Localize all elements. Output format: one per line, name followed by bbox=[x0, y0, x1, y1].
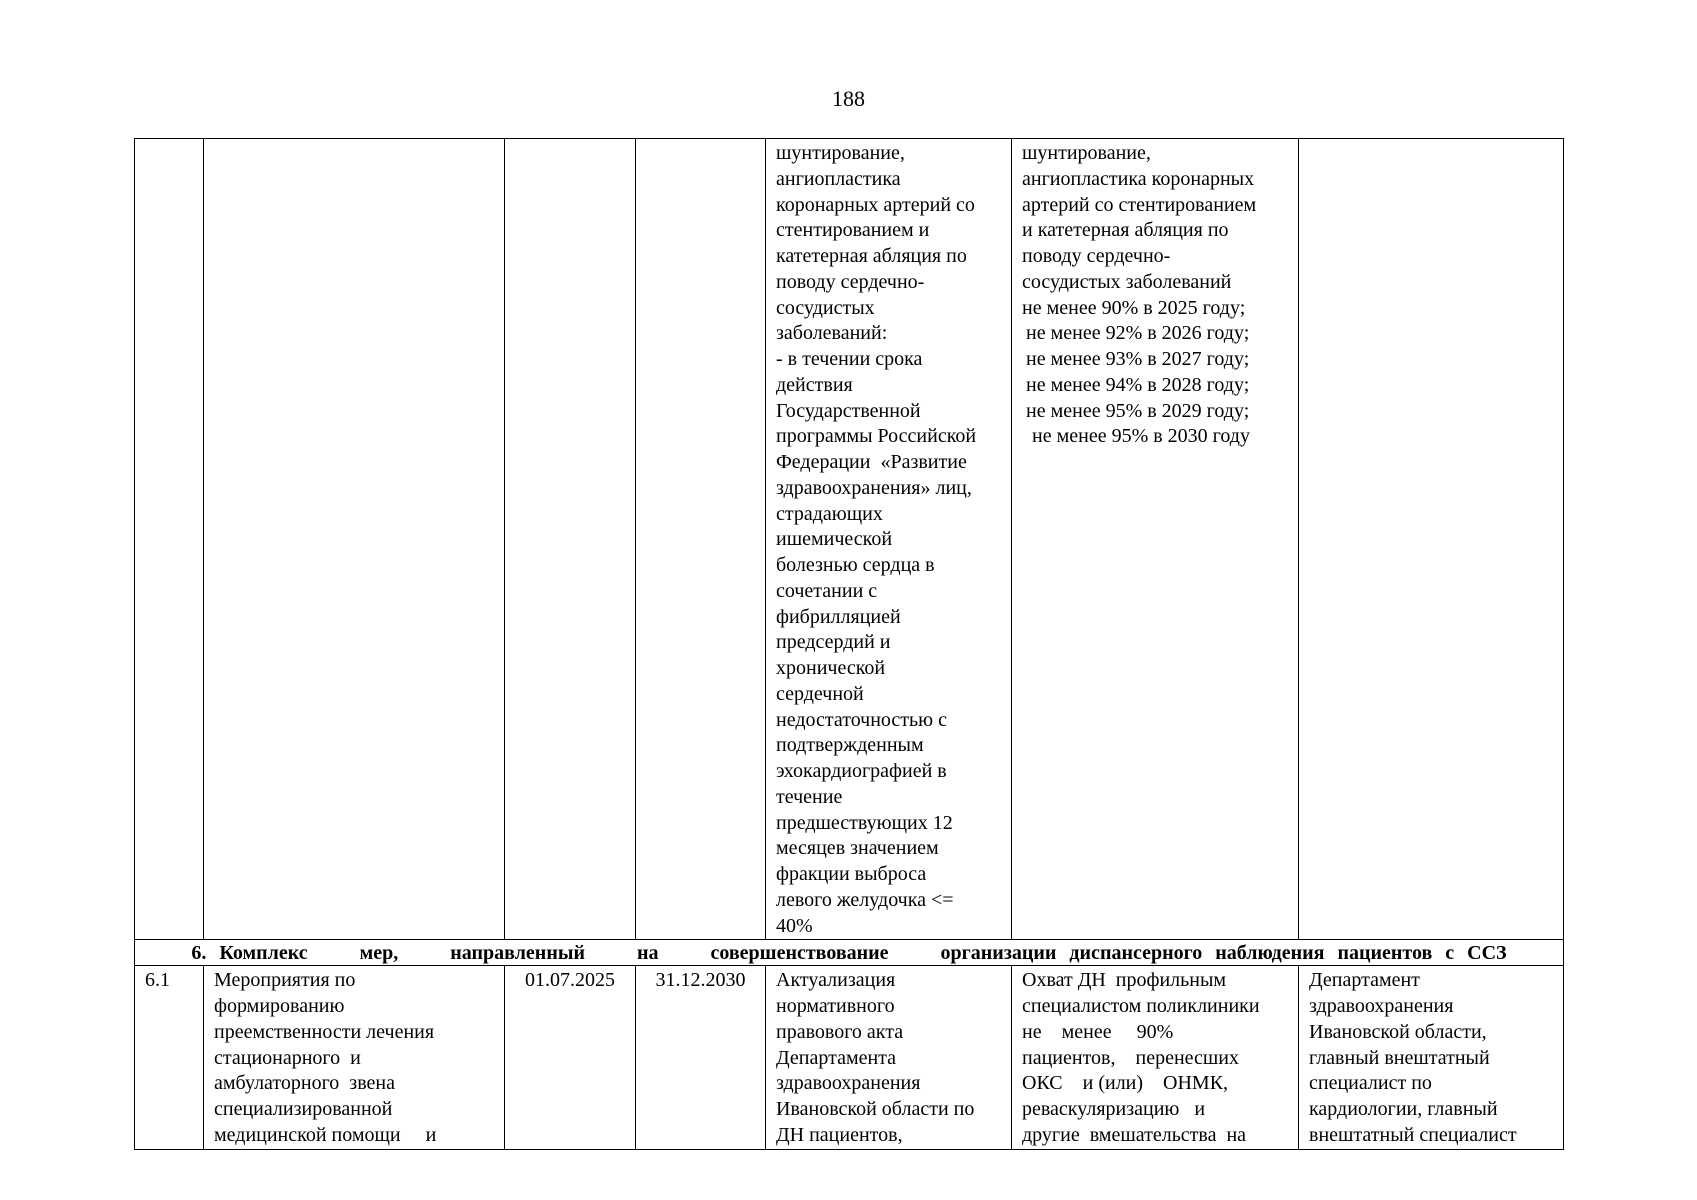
text-line: ДН пациентов, bbox=[776, 1123, 903, 1146]
cell-measure-empty bbox=[204, 139, 505, 940]
start-date: 01.07.2025 bbox=[525, 969, 615, 992]
text-line: реваскуляризацию и bbox=[1022, 1098, 1206, 1120]
cell-measure bbox=[204, 966, 505, 1149]
text-line: поводу сердечно- bbox=[1022, 245, 1171, 267]
indicator-text bbox=[1022, 141, 1288, 450]
text-line: коронарных артерий со bbox=[776, 193, 975, 216]
text-line: шунтирование, bbox=[1022, 142, 1151, 164]
text-line: Департамент bbox=[1309, 969, 1420, 992]
text-line: предсердий и bbox=[776, 631, 891, 654]
text-line: фракции выброса bbox=[776, 863, 927, 885]
text-line: Государственной bbox=[776, 399, 921, 422]
responsible-text bbox=[1309, 968, 1553, 1148]
text-line: Департамента bbox=[776, 1046, 897, 1069]
text-line: - в течении срока bbox=[776, 348, 923, 370]
text-line: ангиопластика bbox=[776, 167, 901, 190]
section-title bbox=[135, 940, 1564, 966]
table-row-continued bbox=[135, 139, 1564, 940]
text-line: не менее 93% в 2027 году; bbox=[1026, 348, 1250, 370]
text-line: страдающих bbox=[776, 502, 883, 525]
result-text bbox=[776, 968, 1001, 1148]
cell-indicator-continued bbox=[1012, 139, 1299, 940]
cell-end-empty bbox=[636, 139, 766, 940]
text-line: кардиологии, главный bbox=[1309, 1098, 1498, 1120]
text-line: болезнью сердца в bbox=[776, 554, 935, 576]
text-line: левого желудочка <= bbox=[776, 888, 954, 911]
text-line: хронической bbox=[776, 657, 886, 679]
text-line: специалистом поликлиники bbox=[1022, 995, 1260, 1017]
text-line: сосудистых заболеваний bbox=[1022, 270, 1232, 293]
cell-number-empty bbox=[135, 139, 204, 940]
text-line: фибрилляцией bbox=[776, 605, 901, 628]
text-line: предшествующих 12 bbox=[776, 811, 953, 834]
page-number: 188 bbox=[832, 86, 865, 111]
text-line: амбулаторного звена bbox=[214, 1072, 395, 1095]
text-line: здравоохранения bbox=[776, 1072, 921, 1095]
text-line: недостаточностью с bbox=[776, 708, 947, 731]
text-line: не менее 90% в 2025 году; bbox=[1022, 296, 1246, 319]
cell-responsible-empty bbox=[1299, 139, 1564, 940]
text-line: заболеваний: bbox=[776, 322, 888, 345]
text-line: нормативного bbox=[776, 995, 895, 1017]
text-line: Охват ДН профильным bbox=[1022, 969, 1227, 992]
table-row-6-1 bbox=[135, 966, 1564, 1149]
text-line: Ивановской области по bbox=[776, 1098, 975, 1120]
text-line: медицинской помощи и bbox=[214, 1123, 437, 1146]
text-line: эхокардиографией в bbox=[776, 760, 947, 782]
cell-result bbox=[766, 966, 1012, 1149]
text-line: месяцев значением bbox=[776, 837, 939, 860]
cell-start-empty bbox=[505, 139, 636, 940]
text-line: Ивановской области, bbox=[1309, 1020, 1487, 1043]
measures-table bbox=[134, 138, 1564, 1150]
cell-indicator bbox=[1012, 966, 1299, 1149]
text-line: стентированием и bbox=[776, 219, 930, 242]
text-line: главный внештатный bbox=[1309, 1046, 1490, 1069]
text-line: внештатный специалист bbox=[1309, 1123, 1517, 1146]
text-line: формированию bbox=[214, 995, 345, 1017]
text-line: ишемической bbox=[776, 528, 893, 551]
text-line: Мероприятия по bbox=[214, 969, 356, 992]
indicator-text bbox=[1022, 968, 1288, 1148]
text-line: Актуализация bbox=[776, 969, 896, 992]
text-line: 40% bbox=[776, 914, 813, 937]
text-line: сердечной bbox=[776, 682, 864, 705]
text-line: Федерации «Развитие bbox=[776, 451, 967, 473]
cell-result-continued bbox=[766, 139, 1012, 940]
text-line: поводу сердечно- bbox=[776, 270, 925, 293]
text-line: не менее 95% в 2029 году; bbox=[1026, 399, 1250, 422]
text-line: пациентов, перенесших bbox=[1022, 1046, 1240, 1069]
text-line: не менее 94% в 2028 году; bbox=[1026, 373, 1250, 396]
text-line: стационарного и bbox=[214, 1046, 361, 1069]
text-line: преемственности лечения bbox=[214, 1020, 435, 1043]
text-line: ангиопластика коронарных bbox=[1022, 167, 1255, 190]
section-title-text: 6. Комплекс мер, направленный на совершенствование организации диспансерного наблюдения пациентов с ССЗ bbox=[191, 941, 1507, 964]
text-line: ОКС и (или) ОНМК, bbox=[1022, 1072, 1229, 1095]
text-line: другие вмешательства на bbox=[1022, 1123, 1247, 1146]
text-line: шунтирование, bbox=[776, 142, 905, 164]
text-line: не менее 95% в 2030 году bbox=[1032, 425, 1250, 448]
text-line: и катетерная абляция по bbox=[1022, 219, 1229, 242]
cell-responsible bbox=[1299, 966, 1564, 1149]
section-header-row bbox=[135, 940, 1564, 966]
text-line: сосудистых bbox=[776, 296, 875, 319]
text-line: программы Российской bbox=[776, 425, 977, 448]
text-line: катетерная абляция по bbox=[776, 245, 967, 267]
text-line: артерий со стентированием bbox=[1022, 193, 1257, 216]
text-line: подтвержденным bbox=[776, 734, 924, 757]
text-line: течение bbox=[776, 785, 843, 808]
text-line: не менее 92% в 2026 году; bbox=[1026, 322, 1250, 345]
cell-start-date bbox=[505, 966, 636, 1149]
cell-number bbox=[135, 966, 204, 1149]
text-line: правового акта bbox=[776, 1020, 904, 1043]
text-line: здравоохранения bbox=[1309, 995, 1454, 1017]
cell-end-date bbox=[636, 966, 766, 1149]
text-line: здравоохранения» лиц, bbox=[776, 476, 972, 499]
result-text bbox=[776, 141, 1001, 939]
text-line: специалист по bbox=[1309, 1072, 1432, 1095]
measure-text bbox=[214, 968, 494, 1148]
end-date: 31.12.2030 bbox=[655, 969, 746, 992]
item-number: 6.1 bbox=[145, 969, 170, 992]
text-line: специализированной bbox=[214, 1098, 393, 1120]
text-line: не менее 90% bbox=[1022, 1020, 1174, 1043]
text-line: сочетании с bbox=[776, 579, 878, 602]
text-line: действия bbox=[776, 373, 853, 396]
